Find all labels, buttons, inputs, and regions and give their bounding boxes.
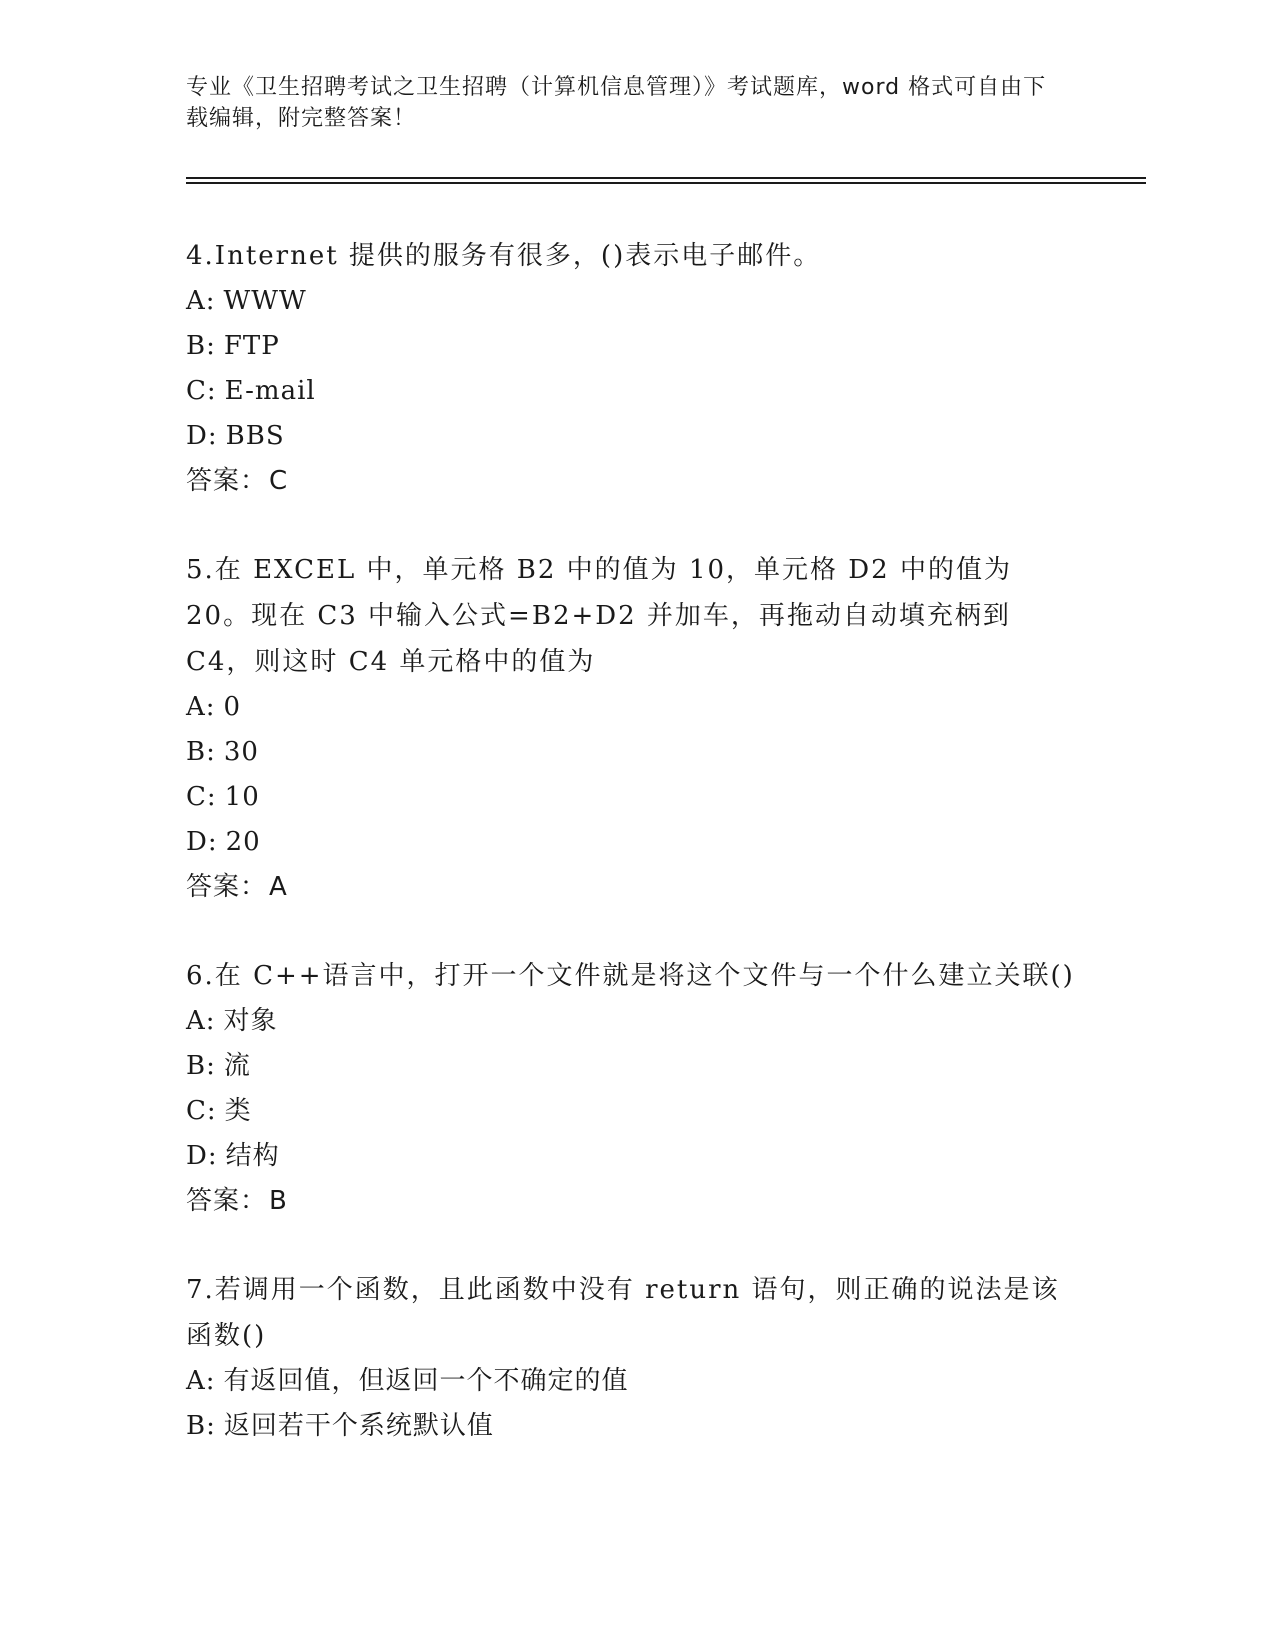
- option-b: [186, 1404, 1086, 1449]
- option-key: D: [186, 421, 208, 451]
- question-6: [186, 953, 1086, 1223]
- option-text: 结构: [225, 1141, 280, 1171]
- option-key: B: [186, 1411, 207, 1441]
- option-text: WWW: [223, 286, 307, 316]
- question-stem: 4.Internet 提供的服务有很多，()表示电子邮件。: [186, 241, 822, 271]
- option-key: B: [186, 1051, 207, 1081]
- option-separator: :: [207, 421, 218, 451]
- option-key: B: [186, 737, 207, 767]
- option-a: [186, 999, 1086, 1044]
- option-key: B: [186, 331, 207, 361]
- question-list: [186, 233, 1086, 1493]
- option-text: 返回若干个系统默认值: [223, 1411, 494, 1441]
- answer-value: B: [269, 1186, 287, 1216]
- option-text: FTP: [223, 331, 280, 361]
- option-key: D: [186, 827, 208, 857]
- answer-line: [186, 865, 1086, 909]
- option-separator: :: [206, 1096, 217, 1126]
- option-separator: :: [206, 737, 216, 767]
- option-separator: :: [206, 1051, 216, 1081]
- option-text: 30: [223, 737, 259, 767]
- header-divider-top: [186, 177, 1146, 179]
- option-a: [186, 1359, 1086, 1404]
- option-b: [186, 1044, 1086, 1089]
- option-separator: :: [206, 782, 217, 812]
- option-key: A: [186, 692, 206, 722]
- answer-value: A: [269, 872, 287, 902]
- option-text: 流: [223, 1051, 251, 1081]
- option-d: [186, 1134, 1086, 1179]
- option-text: 20: [225, 827, 261, 857]
- option-b: [186, 324, 1086, 369]
- option-separator: :: [205, 286, 216, 316]
- option-d: [186, 820, 1086, 865]
- option-text: 10: [224, 782, 260, 812]
- option-d: [186, 414, 1086, 459]
- option-b: [186, 730, 1086, 775]
- header-divider-bottom: [186, 182, 1146, 184]
- option-text: BBS: [225, 421, 285, 451]
- option-a: [186, 279, 1086, 324]
- option-c: [186, 775, 1086, 820]
- option-separator: :: [205, 1366, 216, 1396]
- answer-label: 答案：: [186, 1186, 268, 1216]
- option-separator: :: [207, 827, 218, 857]
- header-text: 专业《卫生招聘考试之卫生招聘（计算机信息管理）》考试题库，word 格式可自由下载编辑，附完整答案！: [186, 75, 1047, 131]
- option-separator: :: [205, 692, 216, 722]
- answer-label: 答案：: [186, 872, 268, 902]
- option-separator: :: [206, 331, 216, 361]
- question-7: [186, 1267, 1086, 1449]
- question-4: [186, 233, 1086, 503]
- option-key: C: [186, 376, 207, 406]
- option-key: A: [186, 1366, 206, 1396]
- answer-value: C: [269, 466, 288, 496]
- document-header: [186, 72, 1066, 134]
- option-text: 0: [223, 692, 242, 722]
- option-c: [186, 1089, 1086, 1134]
- question-5: [186, 547, 1086, 909]
- option-separator: :: [207, 1141, 218, 1171]
- option-key: D: [186, 1141, 208, 1171]
- option-separator: :: [206, 1411, 216, 1441]
- option-text: 类: [224, 1096, 252, 1126]
- answer-label: 答案：: [186, 466, 268, 496]
- option-separator: :: [205, 1006, 216, 1036]
- question-stem: 7.若调用一个函数，且此函数中没有 return 语句，则正确的说法是该函数(): [186, 1275, 1060, 1351]
- option-key: A: [186, 1006, 206, 1036]
- question-stem: 5.在 EXCEL 中，单元格 B2 中的值为 10，单元格 D2 中的值为 20。现在 C3 中输入公式=B2+D2 并加车，再拖动自动填充柄到 C4，则这时 C4 单元格中的值为: [186, 555, 1012, 677]
- question-stem: 6.在 C++语言中，打开一个文件就是将这个文件与一个什么建立关联(): [186, 961, 1075, 991]
- option-text: E-mail: [224, 376, 316, 406]
- option-text: 有返回值，但返回一个不确定的值: [223, 1366, 629, 1396]
- answer-line: [186, 1179, 1086, 1223]
- option-separator: :: [206, 376, 217, 406]
- answer-line: [186, 459, 1086, 503]
- option-key: C: [186, 782, 207, 812]
- option-key: C: [186, 1096, 207, 1126]
- option-text: 对象: [223, 1006, 278, 1036]
- option-a: [186, 685, 1086, 730]
- option-c: [186, 369, 1086, 414]
- option-key: A: [186, 286, 206, 316]
